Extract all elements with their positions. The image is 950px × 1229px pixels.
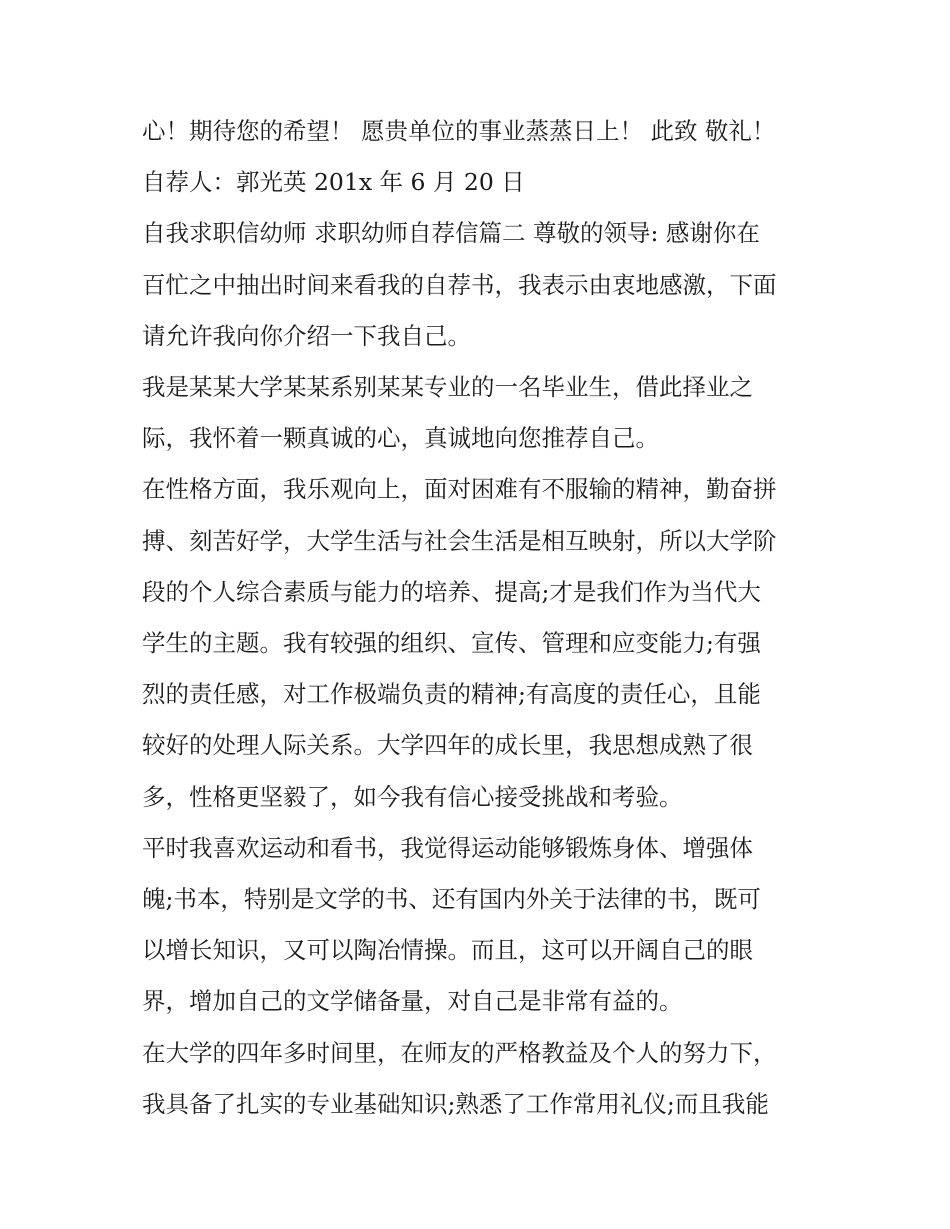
document-body [142, 106, 822, 1130]
text-line: 以增长知识，又可以陶冶情操。而且，这可以开阔自己的眼 [142, 936, 753, 965]
text-line: 多，性格更坚毅了，如今我有信心接受挑战和考验。 [142, 782, 683, 811]
text-line: 我是某某大学某某系别某某专业的一名毕业生，借此择业之 [142, 373, 753, 402]
signature-line: 自荐人：郭光英 201x 年 6 月 20 日 [142, 168, 525, 197]
text-line: 烈的责任感，对工作极端负责的精神;有高度的责任心，且能 [142, 680, 761, 709]
text-line: 学生的主题。我有较强的组织、宣传、管理和应变能力;有强 [142, 629, 761, 658]
text-line: 百忙之中抽出时间来看我的自荐书，我表示由衷地感激，下面 [142, 270, 777, 299]
text-line: 际，我怀着一颗真诚的心，真诚地向您推荐自己。 [142, 424, 659, 453]
text-line: 我具备了扎实的专业基础知识;熟悉了工作常用礼仪;而且我能 [142, 1089, 769, 1118]
text-line: 在性格方面，我乐观向上，面对困难有不服输的精神，勤奋拼 [142, 475, 777, 504]
text-line: 搏、刻苦好学，大学生活与社会生活是相互映射，所以大学阶 [142, 526, 777, 555]
text-line: 魄;书本，特别是文学的书、还有国内外关于法律的书，既可 [142, 885, 761, 914]
text-line: 段的个人综合素质与能力的培养、提高;才是我们作为当代大 [142, 577, 761, 606]
text-line: 自我求职信幼师 求职幼师自荐信篇二 尊敬的领导: 感谢你在 [142, 219, 760, 248]
text-line: 平时我喜欢运动和看书，我觉得运动能够锻炼身体、增强体 [142, 833, 753, 862]
text-line: 界，增加自己的文学储备量，对自己是非常有益的。 [142, 987, 683, 1016]
text-line: 较好的处理人际关系。大学四年的成长里，我思想成熟了很 [142, 731, 753, 760]
closing-line: 心！期待您的希望！ 愿贵单位的事业蒸蒸日上！ 此致 敬礼！ [142, 117, 776, 145]
text-line: 在大学的四年多时间里，在师友的严格教益及个人的努力下， [142, 1038, 777, 1067]
text-line: 请允许我向你介绍一下我自己。 [142, 321, 471, 350]
